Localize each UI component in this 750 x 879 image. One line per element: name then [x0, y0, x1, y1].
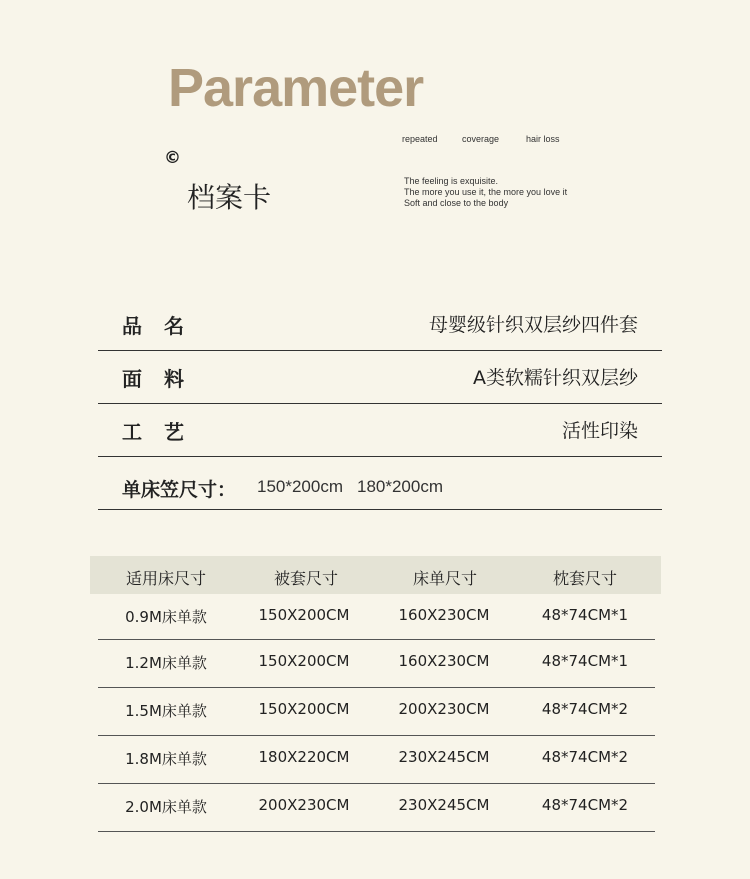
copyright-icon: ©	[164, 148, 181, 168]
table-cell: 48*74CM*1	[541, 652, 629, 670]
table-cell: 150X200CM	[258, 700, 350, 718]
table-cell: 2.0M床单款	[125, 798, 207, 816]
column-header: 适用床尺寸	[125, 569, 206, 588]
tagline	[404, 176, 567, 209]
table-cell: 48*74CM*2	[541, 796, 629, 814]
table-header	[90, 556, 661, 594]
tag-hair-loss: hair loss	[526, 134, 560, 144]
bed-size-value: 150*200cm	[257, 477, 344, 496]
spec-row-fabric	[98, 351, 662, 404]
table-row	[98, 594, 655, 640]
spec-row-fitted-sheet-sizes	[98, 461, 662, 510]
size-table	[90, 556, 661, 832]
table-cell: 180X220CM	[258, 748, 350, 766]
table-cell: 48*74CM*2	[541, 700, 629, 718]
spec-label: 面 料	[122, 367, 185, 391]
column-header: 床单尺寸	[412, 569, 477, 588]
table-cell: 230X245CM	[398, 796, 490, 814]
table-cell: 160X230CM	[398, 606, 490, 624]
table-cell: 160X230CM	[398, 652, 490, 670]
table-cell: 48*74CM*1	[541, 606, 629, 624]
tagline-line: The feeling is exquisite.	[404, 176, 499, 186]
tag-coverage: coverage	[462, 134, 500, 144]
table-cell: 1.8M床单款	[125, 750, 207, 768]
table-row	[98, 640, 655, 688]
bed-size-value: 180*200cm	[357, 477, 444, 496]
tagline-line: Soft and close to the body	[404, 198, 509, 208]
table-cell: 1.5M床单款	[125, 702, 207, 720]
spec-value: A类软糯针织双层纱	[473, 367, 638, 389]
spec-label: 工 艺	[122, 420, 185, 444]
tag-repeated: repeated	[402, 134, 438, 144]
table-row	[98, 784, 655, 832]
column-header: 枕套尺寸	[552, 569, 617, 588]
table-cell: 200X230CM	[258, 796, 350, 814]
table-cell: 0.9M床单款	[125, 608, 207, 626]
table-cell: 230X245CM	[398, 748, 490, 766]
table-cell: 1.2M床单款	[125, 654, 207, 672]
table-cell: 150X200CM	[258, 606, 350, 624]
column-header: 被套尺寸	[273, 569, 338, 588]
spec-list	[98, 298, 662, 510]
table-row	[98, 688, 655, 736]
spec-row-product-name	[98, 298, 662, 351]
spec-row-process	[98, 404, 662, 457]
tagline-line: The more you use it, the more you love it	[404, 187, 568, 197]
page-title: Parameter	[168, 58, 424, 118]
table-row	[98, 736, 655, 784]
spec-value: 活性印染	[561, 420, 638, 442]
table-cell: 150X200CM	[258, 652, 350, 670]
page-subtitle: 档案卡	[187, 181, 272, 214]
spec-label: 品 名	[122, 314, 185, 338]
table-cell: 200X230CM	[398, 700, 490, 718]
table-cell: 48*74CM*2	[541, 748, 629, 766]
spec-value: 母婴级针织双层纱四件套	[428, 314, 638, 336]
bed-size-label: 单床笠尺寸：	[122, 479, 237, 501]
